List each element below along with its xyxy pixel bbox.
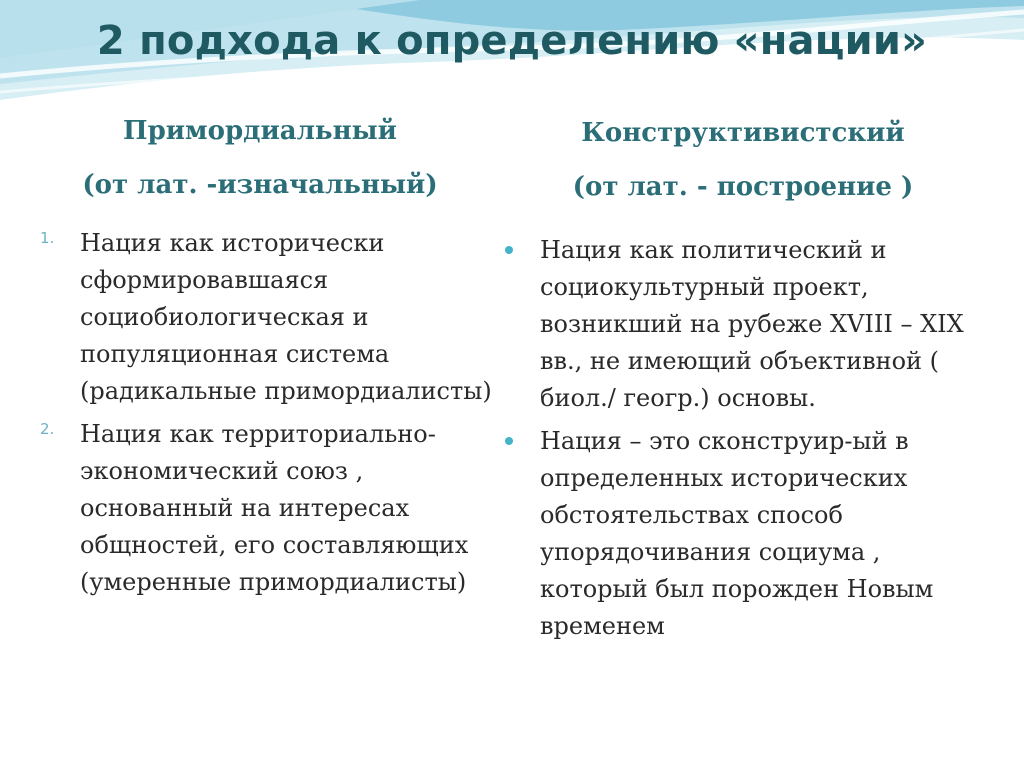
- list-number: 2.: [40, 420, 55, 438]
- left-column-heading: [60, 104, 460, 212]
- right-heading: Конструктивистский: [581, 118, 905, 148]
- list-item: [500, 232, 970, 417]
- list-item: [500, 423, 970, 645]
- bullet-icon: [505, 437, 513, 445]
- primordial-list: [40, 225, 500, 607]
- list-item: [40, 225, 500, 410]
- list-number: 1.: [40, 229, 55, 247]
- slide-title: 2 подхода к определению «нации»: [96, 18, 928, 64]
- right-subheading: (от лат. - построение ): [572, 172, 914, 202]
- list-item-text: Нация как территориально-экономический союз , основанный на интересах общностей, его составляющих (умеренные примордиалисты): [80, 420, 469, 596]
- list-item: [40, 416, 500, 601]
- left-heading: Примордиальный: [123, 116, 397, 146]
- list-item-text: Нация как политический и социокультурный проект, возникший на рубеже XVIII – XIX вв., не имеющий объективной ( биол./ геогр.) основы.: [540, 236, 964, 412]
- constructivist-list: [500, 232, 970, 651]
- list-item-text: Нация как исторически сформировавшаяся социобиологическая и популяционная система (радикальные примордиалисты): [80, 229, 492, 405]
- list-item-text: Нация – это сконструир-ый в определенных исторических обстоятельствах способ упорядочивания социума , который был порожден Новым временем: [540, 427, 934, 640]
- bullet-icon: [505, 246, 513, 254]
- right-column-heading: [528, 106, 958, 214]
- left-subheading: (от лат. -изначальный): [82, 170, 438, 200]
